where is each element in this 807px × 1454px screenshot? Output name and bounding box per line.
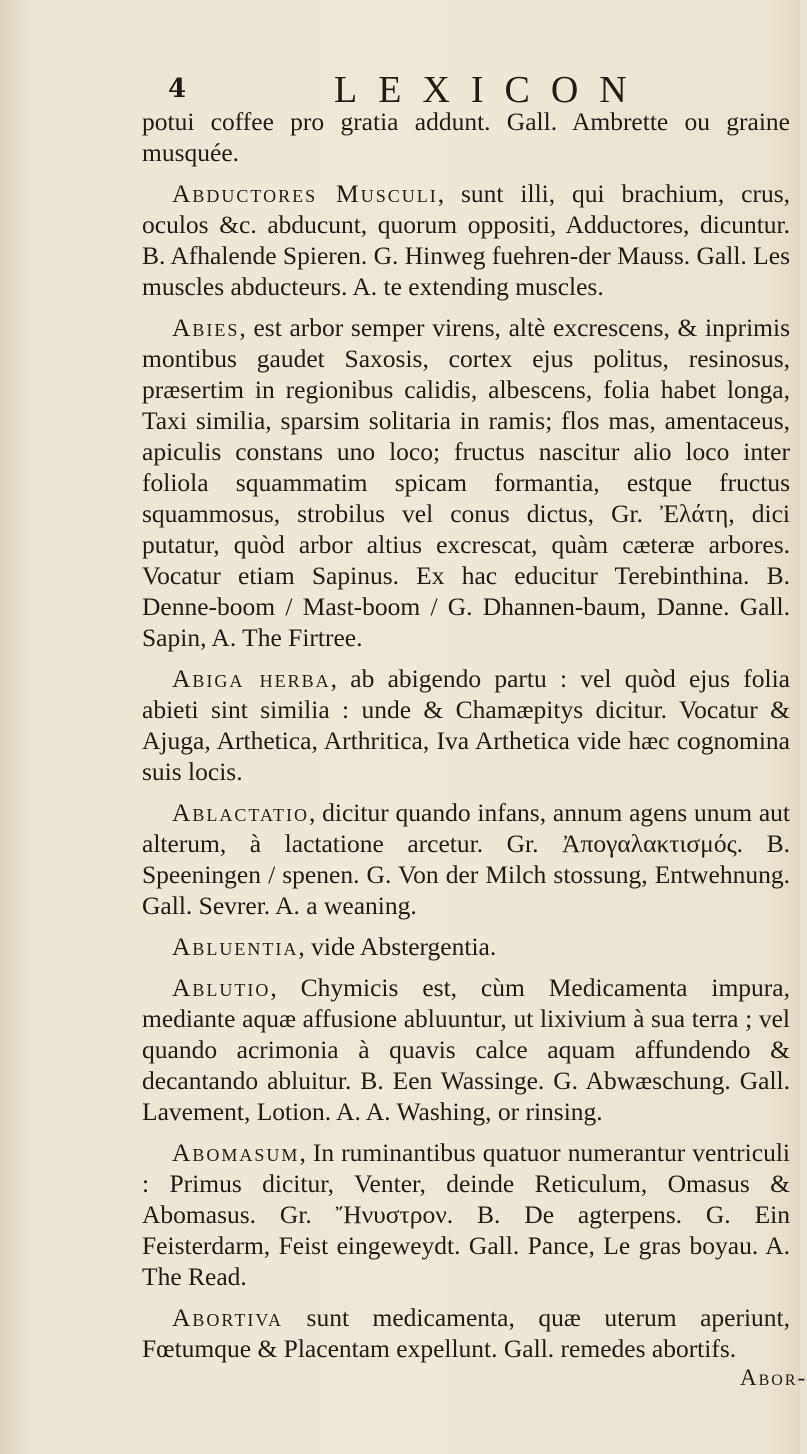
entry-headword: Abductores Musculi	[172, 179, 438, 208]
entry-headword: Abortiva	[172, 1303, 284, 1332]
entry-headword: Abies	[172, 313, 240, 342]
page-header	[0, 62, 800, 112]
entry-ablactatio	[142, 797, 790, 921]
entry-text: , dicitur quando infans, annum agens unum aut alterum, à lactatione arcetur. Gr. Ἀπογαλακτισμός. B. Speeningen / spenen. G. Von der Milch stossung, Entwehnung. Gall. Sevrer. A. a weaning.	[142, 798, 790, 920]
entry-headword: Ablactatio	[172, 798, 309, 827]
entry-headword: Abomasum	[172, 1138, 300, 1167]
entry-text: , In ruminantibus quatuor numerantur ventriculi : Primus dicitur, Venter, deinde Reticulum, Omasus & Abomasus. Gr. Ἤνυστρον. B. De agterpens. G. Ein Feisterdarm, Feist eingeweydt. Gall. Pance, Le gras boyau. A. The Read.	[142, 1138, 790, 1291]
entry-abductores	[142, 178, 790, 302]
entry-text: , sunt illi, qui brachium, crus, oculos &c. abducunt, quorum oppositi, Adductores, dicuntur. B. Afhalende Spieren. G. Hinweg fuehren-der Mauss. Gall. Les muscles abducteurs. A. te extending muscles.	[142, 179, 790, 301]
entry-text: , est arbor semper virens, altè excrescens, & inprimis montibus gaudet Saxosis, cortex ejus politus, resinosus, præsertim in regionibus calidis, albescens, folia habet longa, Taxi similia, sparsim solitaria in ramis; flos mas, amentaceus, apiculis constans uno loco; fructus nascitur alio loco inter foliola squammatim spicam formantia, estque fructus squammosus, strobilus vel conus dictus, Gr. Ἐλάτη, dici putatur, quòd arbor altius excrescat, quàm cæteræ arbores. Vocatur etiam Sapinus. Ex hac educitur Terebinthina. B. Denne-boom / Mast-boom / G. Dhannen-baum, Danne. Gall. Sapin, A. The Firtree.	[142, 313, 790, 652]
entry-text: sunt medicamenta, quæ uterum aperiunt, Fœtumque & Placentam expellunt. Gall. remedes abortifs.	[142, 1303, 790, 1363]
catchword: Abor-	[740, 1365, 807, 1390]
entry-headword: Abiga herba	[172, 664, 331, 693]
entry-headword: Ablutio	[172, 973, 271, 1002]
page-number: 4	[168, 74, 187, 104]
entry-abomasum	[142, 1137, 790, 1292]
entry-headword: Abluentia	[172, 932, 299, 961]
entry-ablutio	[142, 972, 790, 1127]
lexicon-body	[142, 106, 790, 1374]
running-title: LEXICON	[334, 69, 648, 111]
entry-text: potui coffee pro gratia addunt. Gall. Ambrette ou graine musquée.	[142, 107, 790, 167]
entry-abies	[142, 312, 790, 653]
entry-abiga-herba	[142, 663, 790, 787]
entry-continuation	[142, 106, 790, 168]
entry-text: , ab abigendo partu : vel quòd ejus folia abieti sint similia : unde & Chamæpitys dicitur. Vocatur & Ajuga, Arthetica, Arthritica, Iva Arthetica vide hæc cognomina suis locis.	[142, 664, 790, 786]
entry-text: , vide Abstergentia.	[298, 932, 497, 961]
entry-text: , Chymicis est, cùm Medicamenta impura, mediante aquæ affusione abluuntur, ut lixivium à sua terra ; vel quando acrimonia à quavis calce aquam affundendo & decantando abluitur. B. Een Wassinge. G. Abwæschung. Gall. Lavement, Lotion. A. A. Washing, or rinsing.	[142, 973, 790, 1126]
entry-abluentia	[142, 931, 790, 962]
entry-abortiva	[142, 1302, 790, 1364]
